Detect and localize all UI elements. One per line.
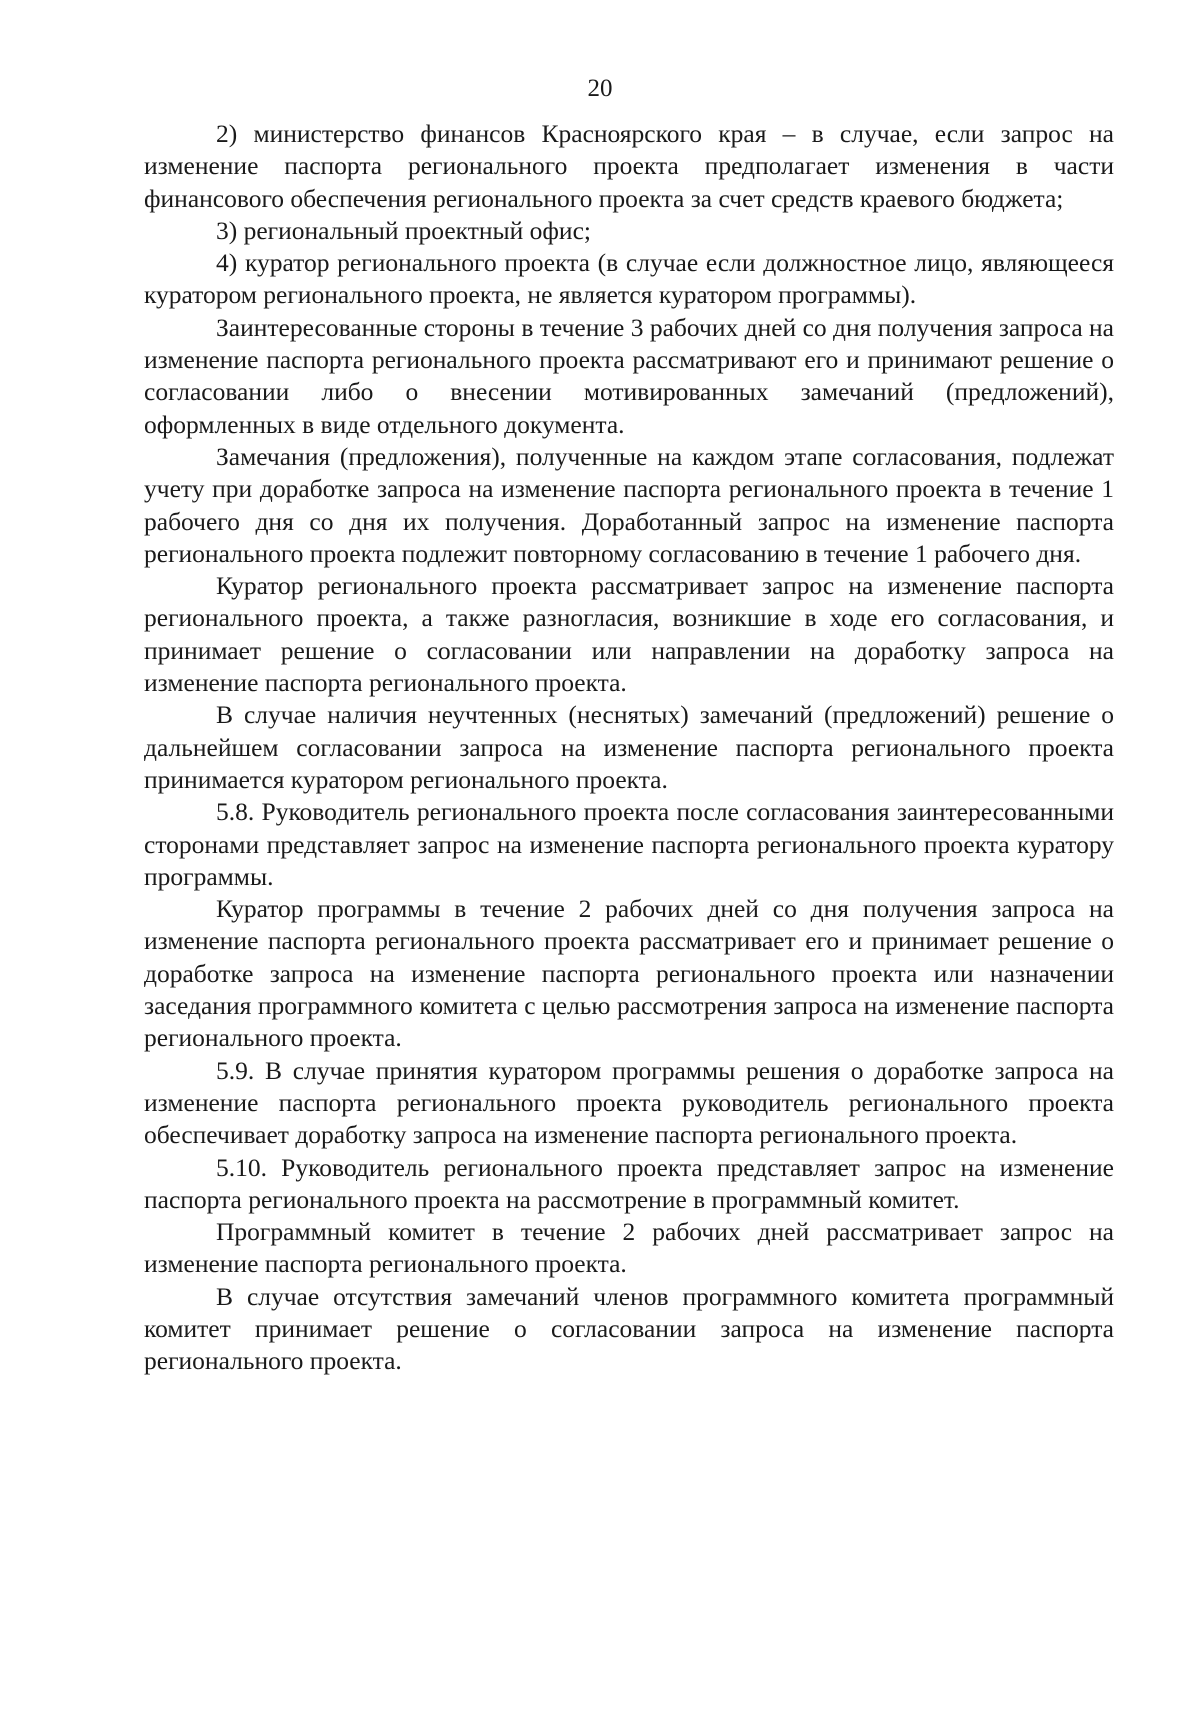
page-number: 20	[587, 75, 613, 102]
paragraph-project-curator: 4) куратор регионального проекта (в случае если должностное лицо, являющееся куратором регионального проекта, не является куратором программы).	[144, 248, 1114, 310]
document-body	[144, 118, 1114, 1378]
paragraph-program-curator-review: Куратор программы в течение 2 рабочих дней со дня получения запроса на изменение паспорта регионального проекта рассматривает его и принимает решение о доработке запроса на изменение паспорта регионального проекта или назначении заседания программного комитета с целью рассмотрения запроса на изменение паспорта регионального проекта.	[144, 894, 1114, 1053]
paragraph-curator-decision: Куратор регионального проекта рассматривает запрос на изменение паспорта регионального проекта, а также разногласия, возникшие в ходе его согласования, и принимает решение о согласовании или направлении на доработку запроса на изменение паспорта регионального проекта.	[144, 571, 1114, 698]
paragraph-committee-approval: В случае отсутствия замечаний членов программного комитета программный комитет принимает решение о согласовании запроса на изменение паспорта регионального проекта.	[144, 1281, 1114, 1376]
paragraph-section-5-9: 5.9. В случае принятия куратором программы решения о доработке запроса на изменение паспорта регионального проекта руководитель регионального проекта обеспечивает доработку запроса на изменение паспорта регионального проекта.	[144, 1055, 1114, 1150]
paragraph-ministry-of-finance: 2) министерство финансов Красноярского края – в случае, если запрос на изменение паспорта регионального проекта предполагает изменения в части финансового обеспечения регионального проекта за счет средств краевого бюджета;	[144, 119, 1114, 213]
paragraph-section-5-8: 5.8. Руководитель регионального проекта после согласования заинтересованными сторонами представляет запрос на изменение паспорта регионального проекта куратору программы.	[144, 797, 1114, 891]
paragraph-stakeholders-review: Заинтересованные стороны в течение 3 рабочих дней со дня получения запроса на изменение паспорта регионального проекта рассматривают его и принимают решение о согласовании либо о внесении мотивированных замечаний (предложений), оформленных в виде отдельного документа.	[144, 312, 1114, 439]
paragraph-unresolved-remarks: В случае наличия неучтенных (неснятых) замечаний (предложений) решение о дальнейшем согласовании запроса на изменение паспорта регионального проекта принимается куратором регионального проекта.	[144, 700, 1114, 794]
paragraph-remarks-processing: Замечания (предложения), полученные на каждом этапе согласования, подлежат учету при доработке запроса на изменение паспорта регионального проекта в течение 1 рабочего дня со дня их получения. Доработанный запрос на изменение паспорта регионального проекта подлежит повторному согласованию в течение 1 рабочего дня.	[144, 441, 1114, 568]
paragraph-section-5-10: 5.10. Руководитель регионального проекта представляет запрос на изменение паспорта регионального проекта на рассмотрение в программный комитет.	[144, 1152, 1114, 1214]
paragraph-regional-project-office: 3) региональный проектный офис;	[216, 215, 591, 245]
paragraph-committee-review: Программный комитет в течение 2 рабочих дней рассматривает запрос на изменение паспорта регионального проекта.	[144, 1217, 1114, 1279]
